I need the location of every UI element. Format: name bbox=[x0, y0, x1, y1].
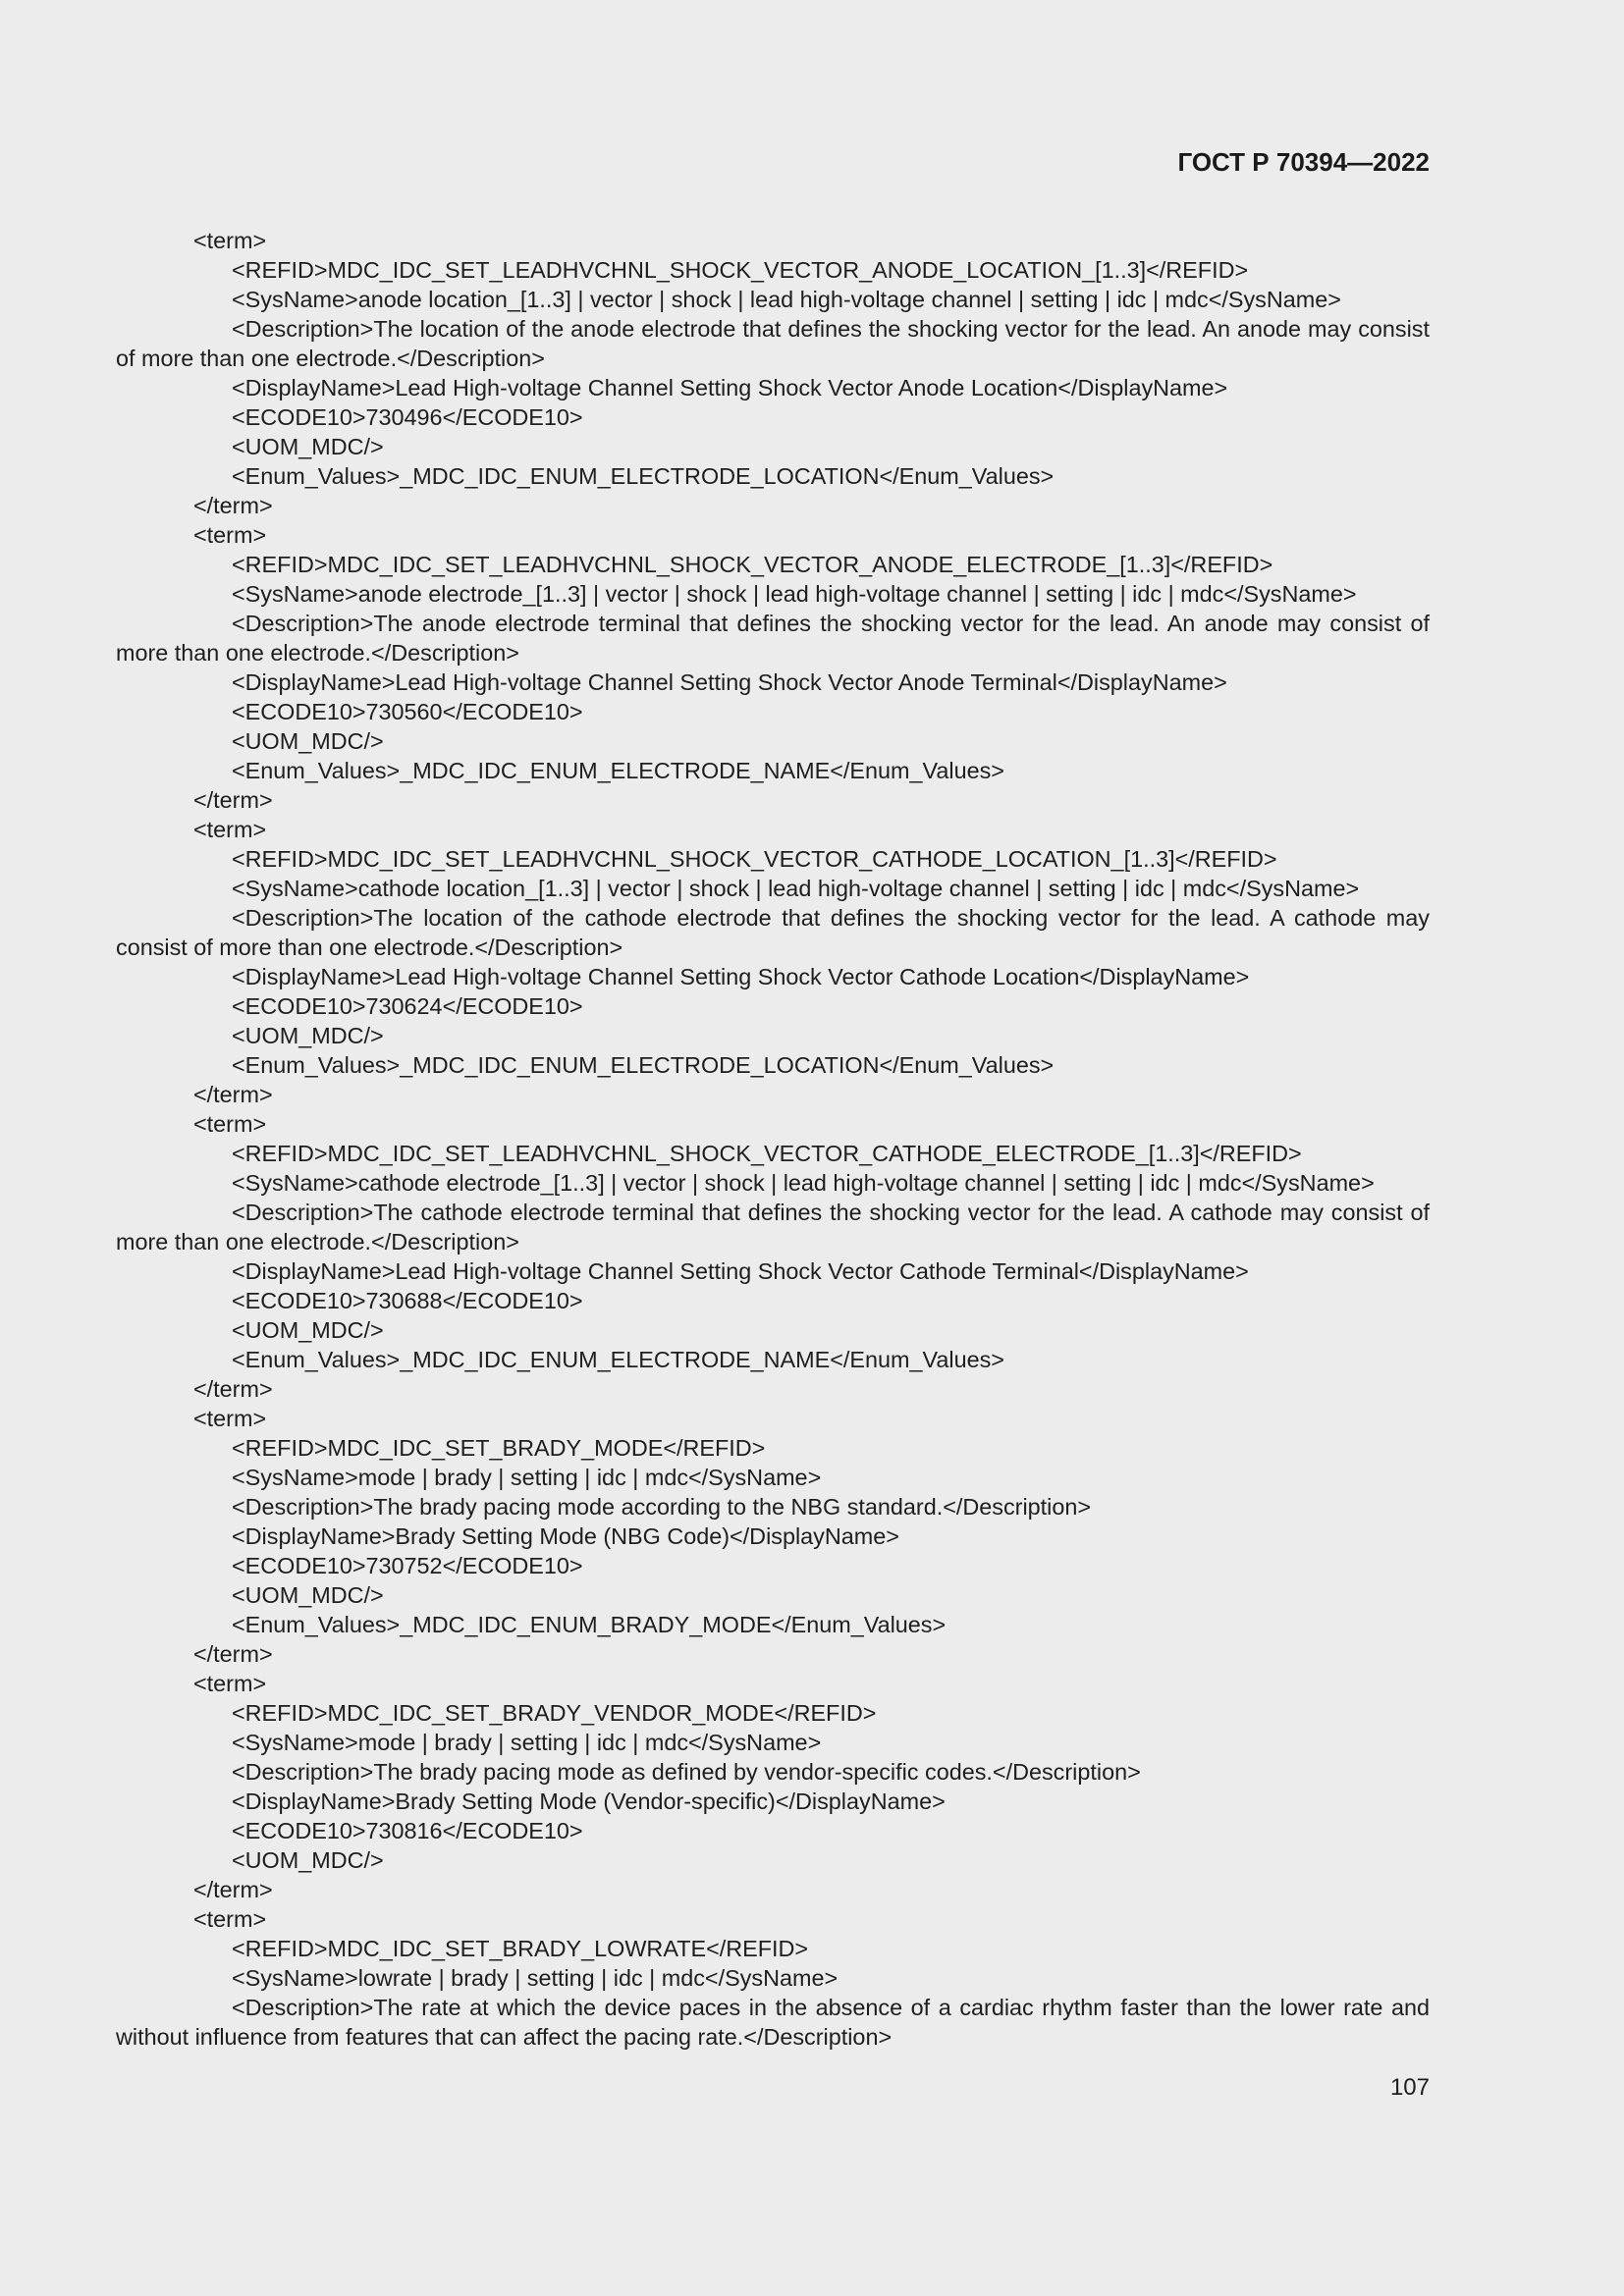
enum-values-line: <Enum_Values>_MDC_IDC_ENUM_BRADY_MODE</Enum_Values> bbox=[232, 1612, 947, 1637]
sysname-line: <SysName>anode location_[1..3] | vector | shock | lead high-voltage channel | setting | idc | mdc</SysName> bbox=[232, 287, 1341, 312]
enum-values-line: <Enum_Values>_MDC_IDC_ENUM_ELECTRODE_LOCATION</Enum_Values> bbox=[232, 463, 1055, 489]
term-open-tag: <term> bbox=[193, 1406, 267, 1431]
enum-values-line: <Enum_Values>_MDC_IDC_ENUM_ELECTRODE_NAME</Enum_Values> bbox=[232, 758, 1004, 783]
ecode-line: <ECODE10>730688</ECODE10> bbox=[232, 1288, 583, 1313]
description-line: <Description>The anode electrode terminal that defines the shocking vector for the lead. An anode may consist of more than one electrode.</Description> bbox=[116, 611, 1430, 666]
ecode-line: <ECODE10>730752</ECODE10> bbox=[232, 1553, 583, 1578]
sysname-line: <SysName>mode | brady | setting | idc | mdc</SysName> bbox=[232, 1465, 822, 1490]
description-line: <Description>The brady pacing mode as defined by vendor-specific codes.</Description> bbox=[232, 1759, 1141, 1785]
uom-line: <UOM_MDC/> bbox=[232, 1317, 384, 1343]
displayname-line: <DisplayName>Lead High-voltage Channel Setting Shock Vector Cathode Location</DisplayName> bbox=[232, 964, 1250, 989]
sysname-line: <SysName>cathode location_[1..3] | vector | shock | lead high-voltage channel | setting | idc | mdc</SysName> bbox=[232, 876, 1360, 901]
refid-line: <REFID>MDC_IDC_SET_LEADHVCHNL_SHOCK_VECTOR_ANODE_LOCATION_[1..3]</REFID> bbox=[232, 257, 1249, 283]
xml-listing bbox=[116, 226, 1430, 2052]
term-close-tag: </term> bbox=[193, 1082, 273, 1107]
refid-line: <REFID>MDC_IDC_SET_BRADY_LOWRATE</REFID> bbox=[232, 1936, 809, 1961]
uom-line: <UOM_MDC/> bbox=[232, 728, 384, 754]
refid-line: <REFID>MDC_IDC_SET_LEADHVCHNL_SHOCK_VECTOR_CATHODE_LOCATION_[1..3]</REFID> bbox=[232, 846, 1277, 872]
term-open-tag: <term> bbox=[193, 1671, 267, 1696]
refid-line: <REFID>MDC_IDC_SET_LEADHVCHNL_SHOCK_VECTOR_ANODE_ELECTRODE_[1..3]</REFID> bbox=[232, 552, 1273, 577]
ecode-line: <ECODE10>730560</ECODE10> bbox=[232, 699, 583, 724]
uom-line: <UOM_MDC/> bbox=[232, 1582, 384, 1608]
sysname-line: <SysName>mode | brady | setting | idc | mdc</SysName> bbox=[232, 1730, 822, 1755]
uom-line: <UOM_MDC/> bbox=[232, 434, 384, 459]
uom-line: <UOM_MDC/> bbox=[232, 1023, 384, 1048]
term-open-tag: <term> bbox=[193, 522, 267, 548]
displayname-line: <DisplayName>Lead High-voltage Channel Setting Shock Vector Cathode Terminal</DisplayName> bbox=[232, 1258, 1249, 1284]
description-line: <Description>The rate at which the device paces in the absence of a cardiac rhythm faster than the lower rate and without influence from features that can affect the pacing rate.</Description> bbox=[116, 1995, 1430, 2050]
sysname-line: <SysName>anode electrode_[1..3] | vector | shock | lead high-voltage channel | setting | idc | mdc</SysName> bbox=[232, 581, 1357, 607]
uom-line: <UOM_MDC/> bbox=[232, 1847, 384, 1873]
term-close-tag: </term> bbox=[193, 493, 273, 518]
term-open-tag: <term> bbox=[193, 228, 267, 253]
ecode-line: <ECODE10>730496</ECODE10> bbox=[232, 404, 583, 430]
term-close-tag: </term> bbox=[193, 1376, 273, 1402]
sysname-line: <SysName>cathode electrode_[1..3] | vector | shock | lead high-voltage channel | setting | idc | mdc</SysName> bbox=[232, 1170, 1375, 1196]
refid-line: <REFID>MDC_IDC_SET_LEADHVCHNL_SHOCK_VECTOR_CATHODE_ELECTRODE_[1..3]</REFID> bbox=[232, 1141, 1302, 1166]
description-line: <Description>The location of the anode electrode that defines the shocking vector for the lead. An anode may consist of more than one electrode.</Description> bbox=[116, 316, 1430, 371]
displayname-line: <DisplayName>Brady Setting Mode (NBG Code)</DisplayName> bbox=[232, 1523, 899, 1549]
displayname-line: <DisplayName>Brady Setting Mode (Vendor-specific)</DisplayName> bbox=[232, 1789, 946, 1814]
document-code-header: ГОСТ Р 70394—2022 bbox=[1177, 147, 1430, 177]
ecode-line: <ECODE10>730624</ECODE10> bbox=[232, 993, 583, 1019]
enum-values-line: <Enum_Values>_MDC_IDC_ENUM_ELECTRODE_NAME</Enum_Values> bbox=[232, 1347, 1004, 1372]
description-line: <Description>The brady pacing mode according to the NBG standard.</Description> bbox=[232, 1494, 1092, 1520]
page-number: 107 bbox=[1389, 2074, 1430, 2101]
displayname-line: <DisplayName>Lead High-voltage Channel Setting Shock Vector Anode Location</DisplayName> bbox=[232, 375, 1228, 400]
term-close-tag: </term> bbox=[193, 1641, 273, 1667]
term-open-tag: <term> bbox=[193, 1906, 267, 1932]
refid-line: <REFID>MDC_IDC_SET_BRADY_MODE</REFID> bbox=[232, 1435, 766, 1461]
term-open-tag: <term> bbox=[193, 1111, 267, 1137]
term-open-tag: <term> bbox=[193, 817, 267, 842]
refid-line: <REFID>MDC_IDC_SET_BRADY_VENDOR_MODE</REFID> bbox=[232, 1700, 877, 1726]
description-line: <Description>The location of the cathode electrode that defines the shocking vector for the lead. A cathode may consist of more than one electrode.</Description> bbox=[116, 905, 1430, 960]
description-line: <Description>The cathode electrode terminal that defines the shocking vector for the lead. A cathode may consist of more than one electrode.</Description> bbox=[116, 1200, 1430, 1255]
sysname-line: <SysName>lowrate | brady | setting | idc | mdc</SysName> bbox=[232, 1965, 839, 1991]
displayname-line: <DisplayName>Lead High-voltage Channel Setting Shock Vector Anode Terminal</DisplayName> bbox=[232, 669, 1227, 695]
ecode-line: <ECODE10>730816</ECODE10> bbox=[232, 1818, 583, 1843]
enum-values-line: <Enum_Values>_MDC_IDC_ENUM_ELECTRODE_LOCATION</Enum_Values> bbox=[232, 1052, 1055, 1078]
term-close-tag: </term> bbox=[193, 787, 273, 813]
term-close-tag: </term> bbox=[193, 1877, 273, 1902]
